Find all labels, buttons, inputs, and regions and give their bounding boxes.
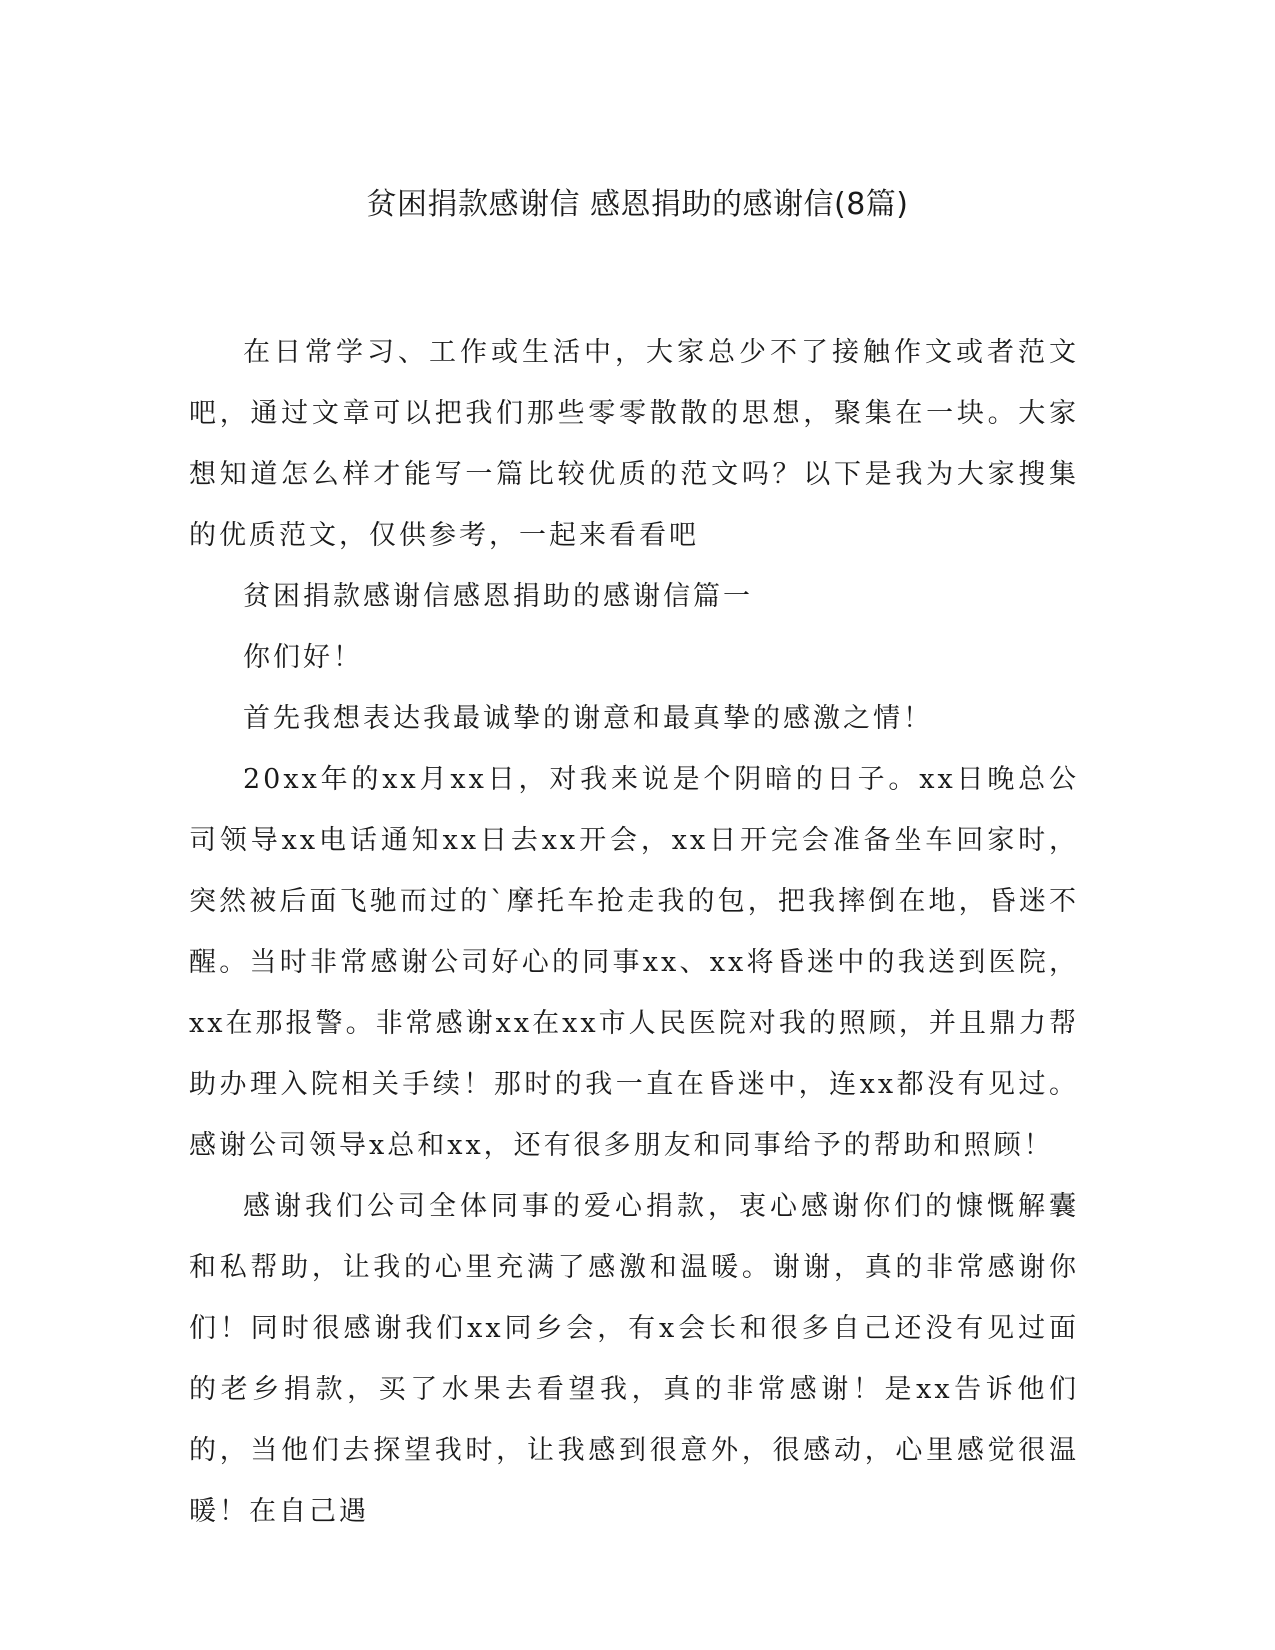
paragraph-greeting: 你们好！: [243, 642, 363, 673]
paragraph-intro: 在日常学习、工作或生活中，大家总少不了接触作文或者范文吧，通过文章可以把我们那些零零散散的思想，聚集在一块。大家想知道怎么样才能写一篇比较优质的范文吗？以下是我为大家搜集的优质范文，仅供参考，一起来看看吧: [189, 337, 1079, 551]
paragraph-thanks: 首先我想表达我最诚挚的谢意和最真挚的感激之情！: [243, 703, 933, 734]
paragraph-section-heading: 贫困捐款感谢信感恩捐助的感谢信篇一: [243, 581, 753, 612]
document-body: [189, 322, 1079, 1542]
paragraph-donation-thanks: 感谢我们公司全体同事的爱心捐款，衷心感谢你们的慷慨解囊和私帮助，让我的心里充满了感激和温暖。谢谢，真的非常感谢你们！同时很感谢我们xx同乡会，有x会长和很多自己还没有见过面的老乡捐款，买了水果去看望我，真的非常感谢！是xx告诉他们的，当他们去探望我时，让我感到很意外，很感动，心里感觉很温暖！在自己遇: [189, 1191, 1079, 1527]
document-title: 贫困捐款感谢信 感恩捐助的感谢信(8篇): [366, 187, 909, 222]
paragraph-incident: 20xx年的xx月xx日，对我来说是个阴暗的日子。xx日晚总公司领导xx电话通知xx日去xx开会，xx日开完会准备坐车回家时，突然被后面飞驰而过的`摩托车抢走我的包，把我摔倒在地，昏迷不醒。当时非常感谢公司好心的同事xx、xx将昏迷中的我送到医院，xx在那报警。非常感谢xx在xx市人民医院对我的照顾，并且鼎力帮助办理入院相关手续！那时的我一直在昏迷中，连xx都没有见过。感谢公司领导x总和xx，还有很多朋友和同事给予的帮助和照顾！: [189, 764, 1079, 1161]
